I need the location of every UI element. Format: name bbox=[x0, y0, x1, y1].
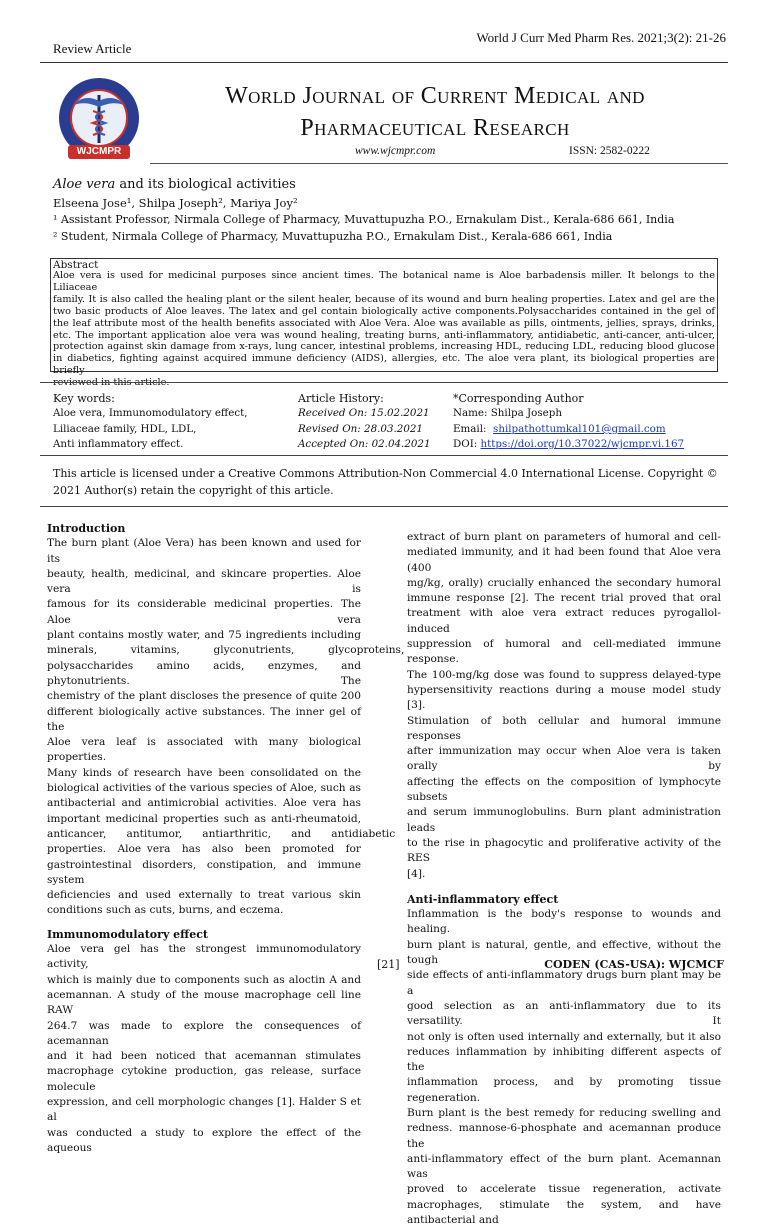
body-line: conditions such as cuts, burns, and eczema. bbox=[47, 904, 284, 917]
abstract-line: protection against skin damage from x-rays, lung cancer, intestinal problems, increasing HDL, reducing LDL, reducing blood glucose bbox=[53, 341, 715, 353]
history-revised: Revised On: 28.03.2021 bbox=[298, 423, 423, 435]
doi-label: DOI: bbox=[453, 438, 478, 450]
body-line: not only is often used internally and externally, but it also bbox=[407, 1030, 721, 1043]
body-line: Many kinds of research have been consolidated on the bbox=[47, 766, 361, 779]
history-heading: Article History: bbox=[298, 392, 384, 405]
journal-title-line-2: Pharmaceutical Research bbox=[300, 115, 570, 141]
corresponding-name: Name: Shilpa Joseph bbox=[453, 407, 562, 419]
body-line: anticancer, antitumor, antiarthritic, and antidiabetic bbox=[47, 827, 396, 840]
immunomodulatory-heading: Immunomodulatory effect bbox=[47, 927, 208, 941]
keywords-heading: Key words: bbox=[53, 392, 115, 405]
journal-website[interactable]: www.wjcmpr.com bbox=[355, 145, 436, 157]
body-line: Aloe vera leaf is associated with many biological properties. bbox=[47, 736, 361, 764]
email-label: Email: bbox=[453, 423, 487, 435]
body-line: was conducted a study to explore the effect of the aqueous bbox=[47, 1126, 361, 1154]
history-accepted: Accepted On: 02.04.2021 bbox=[298, 438, 431, 450]
body-line: good selection as an anti-inflammatory due to its versatility. It bbox=[407, 999, 721, 1028]
body-line: The 100-mg/kg dose was found to suppress delayed-type bbox=[407, 668, 721, 681]
body-line: extract of burn plant on parameters of humoral and cell- bbox=[407, 531, 721, 543]
body-line: expression, and cell morphologic changes [1]. Halder S et al bbox=[47, 1095, 361, 1124]
coden: CODEN (CAS-USA): WJCMCF bbox=[544, 958, 724, 971]
article-type-label: Review Article bbox=[53, 41, 132, 56]
body-line: famous for its considerable medicinal properties. The Aloe vera bbox=[47, 598, 361, 626]
abstract-line: in diabetics, fighting against acquired immune deficiency (AIDS), allergies, etc. The aloe vera plant, its biological properties are briefly bbox=[53, 353, 715, 377]
body-line: gastrointestinal disorders, constipation, and immune system bbox=[47, 858, 361, 886]
body-line: treatment with aloe vera extract reduces pyrogallol-induced bbox=[407, 607, 721, 635]
body-line: inflammation process, and by promoting tissue regeneration. bbox=[407, 1076, 721, 1104]
doi-link[interactable]: https://doi.org/10.37022/wjcmpr.vi.167 bbox=[480, 438, 685, 450]
journal-logo bbox=[52, 73, 147, 168]
body-line: Aloe vera gel has the strongest immunomodulatory activity, bbox=[47, 943, 361, 971]
abstract-line: Aloe vera is used for medicinal purposes since ancient times. The botanical name is Aloe barbadensis miller. It belongs to the Liliaceae bbox=[53, 270, 715, 293]
citation: World J Curr Med Pharm Res. 2021;3(2): 21-26 bbox=[476, 30, 726, 45]
body-line: different biologically active substances. The inner gel of the bbox=[47, 705, 361, 733]
body-line: Burn plant is the best remedy for reducing swelling and bbox=[407, 1106, 721, 1119]
body-line: [4]. bbox=[407, 867, 426, 880]
body-line: beauty, health, medicinal, and skincare properties. Aloe vera is bbox=[47, 567, 361, 596]
body-line: important medicinal properties such as anti-rheumatoid, bbox=[47, 812, 361, 825]
abstract-line: the leaf attribute most of the health benefits associated with Aloe Vera. Aloe was available as pills, ointments, jellies, sprays, drinks, bbox=[53, 317, 715, 329]
keywords-line: Aloe vera, Immunomodulatory effect, bbox=[53, 407, 248, 419]
corresponding-doi-row bbox=[453, 438, 684, 450]
header-divider bbox=[40, 62, 728, 63]
body-line: redness. mannose-6-phosphate and acemannan produce the bbox=[407, 1122, 721, 1150]
abstract-heading: Abstract bbox=[53, 259, 99, 271]
abstract-line: etc. The important application aloe vera was wound healing, treating burns, anti-inflammatory, antidiabetic, anti-cancer, anti-ulcer, bbox=[53, 329, 715, 341]
logo-acronym: WJCMPR bbox=[76, 146, 122, 157]
page-number: [21] bbox=[377, 958, 400, 971]
body-line: mg/kg, orally) crucially enhanced the secondary humoral bbox=[407, 576, 721, 589]
issn: ISSN: 2582-0222 bbox=[569, 145, 650, 157]
anti-inflammatory-heading: Anti-inflammatory effect bbox=[407, 892, 559, 906]
body-line: and serum immunoglobulins. Burn plant administration leads bbox=[407, 806, 721, 834]
abstract-line: reviewed in this article. bbox=[53, 377, 170, 389]
body-line: mediated immunity, and it had been found that Aloe vera (400 bbox=[407, 546, 721, 574]
body-line: and it had been noticed that acemannan stimulates bbox=[47, 1050, 361, 1063]
body-line: affecting the effects on the composition of lymphocyte subsets bbox=[407, 775, 721, 804]
body-line: 264.7 was made to explore the consequences of acemannan bbox=[47, 1019, 361, 1047]
license-line: 2021 Author(s) retain the copyright of this article. bbox=[53, 484, 334, 497]
article-title bbox=[53, 177, 296, 192]
introduction-heading: Introduction bbox=[47, 522, 126, 535]
info-divider-top bbox=[40, 382, 728, 383]
license-divider bbox=[40, 506, 728, 507]
article-title-italic: Aloe vera bbox=[53, 177, 116, 192]
body-line: side effects of anti-inflammatory drugs burn plant may be a bbox=[407, 969, 721, 997]
journal-title-line-1: World Journal of Current Medical and bbox=[225, 83, 645, 109]
history-received: Received On: 15.02.2021 bbox=[298, 407, 430, 419]
keywords-line: Liliaceae family, HDL, LDL, bbox=[53, 423, 197, 435]
body-line: properties. Aloe vera has also been promoted for bbox=[47, 843, 361, 856]
info-divider-bottom bbox=[40, 455, 728, 456]
body-line: macrophages, stimulate the system, and have antibacterial and bbox=[407, 1198, 721, 1227]
body-line: deficiencies and used externally to treat various skin bbox=[47, 889, 361, 902]
body-line: suppression of humoral and cell-mediated immune response. bbox=[407, 638, 721, 666]
body-line: polysaccharides amino acids, enzymes, and phytonutrients. The bbox=[47, 659, 361, 687]
title-divider bbox=[150, 163, 728, 164]
journal-title bbox=[150, 80, 720, 144]
body-line: chemistry of the plant discloses the presence of quite 200 bbox=[47, 690, 361, 703]
body-line: Stimulation of both cellular and humoral immune responses bbox=[407, 714, 721, 742]
keywords-line: Anti inflammatory effect. bbox=[53, 438, 184, 450]
body-line: acemannan. A study of the mouse macrophage cell line RAW bbox=[47, 988, 361, 1017]
body-line: proved to accelerate tissue regeneration, activate bbox=[407, 1183, 721, 1196]
license-line: This article is licensed under a Creative Commons Attribution-Non Commercial 4.0 International License. Copyright © bbox=[53, 467, 718, 480]
email-link[interactable]: shilpathottumkal101@gmail.com bbox=[493, 423, 666, 435]
body-line: anti-inflammatory effect of the burn plant. Acemannan was bbox=[407, 1152, 721, 1181]
corresponding-email-row bbox=[453, 423, 666, 435]
body-line: The burn plant (Aloe Vera) has been known and used for its bbox=[47, 537, 361, 565]
body-line: hypersensitivity reactions during a mouse model study [3]. bbox=[407, 683, 721, 712]
authors: Elseena Jose¹, Shilpa Joseph², Mariya Joy² bbox=[53, 196, 298, 210]
body-line: immune response [2]. The recent trial proved that oral bbox=[407, 592, 721, 605]
right-column bbox=[407, 530, 721, 1228]
body-line: antibacterial and antimicrobial activities. Aloe vera has bbox=[47, 797, 361, 810]
body-line: Inflammation is the body's response to wounds and healing. bbox=[407, 908, 721, 936]
abstract-text bbox=[53, 270, 715, 389]
body-line: reduces inflammation by inhibiting different aspects of the bbox=[407, 1045, 721, 1074]
body-line: macrophage cytokine production, gas release, surface molecule bbox=[47, 1065, 361, 1093]
article-title-rest: and its biological activities bbox=[115, 177, 296, 192]
abstract-line: two basic products of Aloe leaves. The latex and gel contain biologically active components.Polysaccharides contained in the gel of bbox=[53, 305, 715, 317]
body-line: biological activities of the various species of Aloe, such as bbox=[47, 782, 361, 795]
affiliation-1: ¹ Assistant Professor, Nirmala College of Pharmacy, Muvattupuzha P.O., Ernakulam Dist., Kerala-686 661, India bbox=[53, 213, 675, 226]
body-line: plant contains mostly water, and 75 ingredients including bbox=[47, 629, 361, 642]
corresponding-heading: *Corresponding Author bbox=[453, 392, 584, 405]
body-line: after immunization may occur when Aloe vera is taken orally by bbox=[407, 745, 721, 773]
body-line: to the rise in phagocytic and proliferative activity of the RES bbox=[407, 836, 721, 865]
body-line: which is mainly due to components such as aloctin A and bbox=[47, 973, 361, 986]
license-notice bbox=[53, 465, 725, 499]
body-line: minerals, vitamins, glyconutrients, glycoproteins, bbox=[47, 644, 405, 657]
affiliation-2: ² Student, Nirmala College of Pharmacy, Muvattupuzha P.O., Ernakulam Dist., Kerala-686 661, India bbox=[53, 230, 613, 243]
abstract-line: family. It is also called the healing plant or the silent healer, because of its wound and burn healing properties. Latex and gel are the bbox=[53, 293, 715, 305]
body-line: burn plant is natural, gentle, and effective, without the tough bbox=[407, 938, 721, 967]
